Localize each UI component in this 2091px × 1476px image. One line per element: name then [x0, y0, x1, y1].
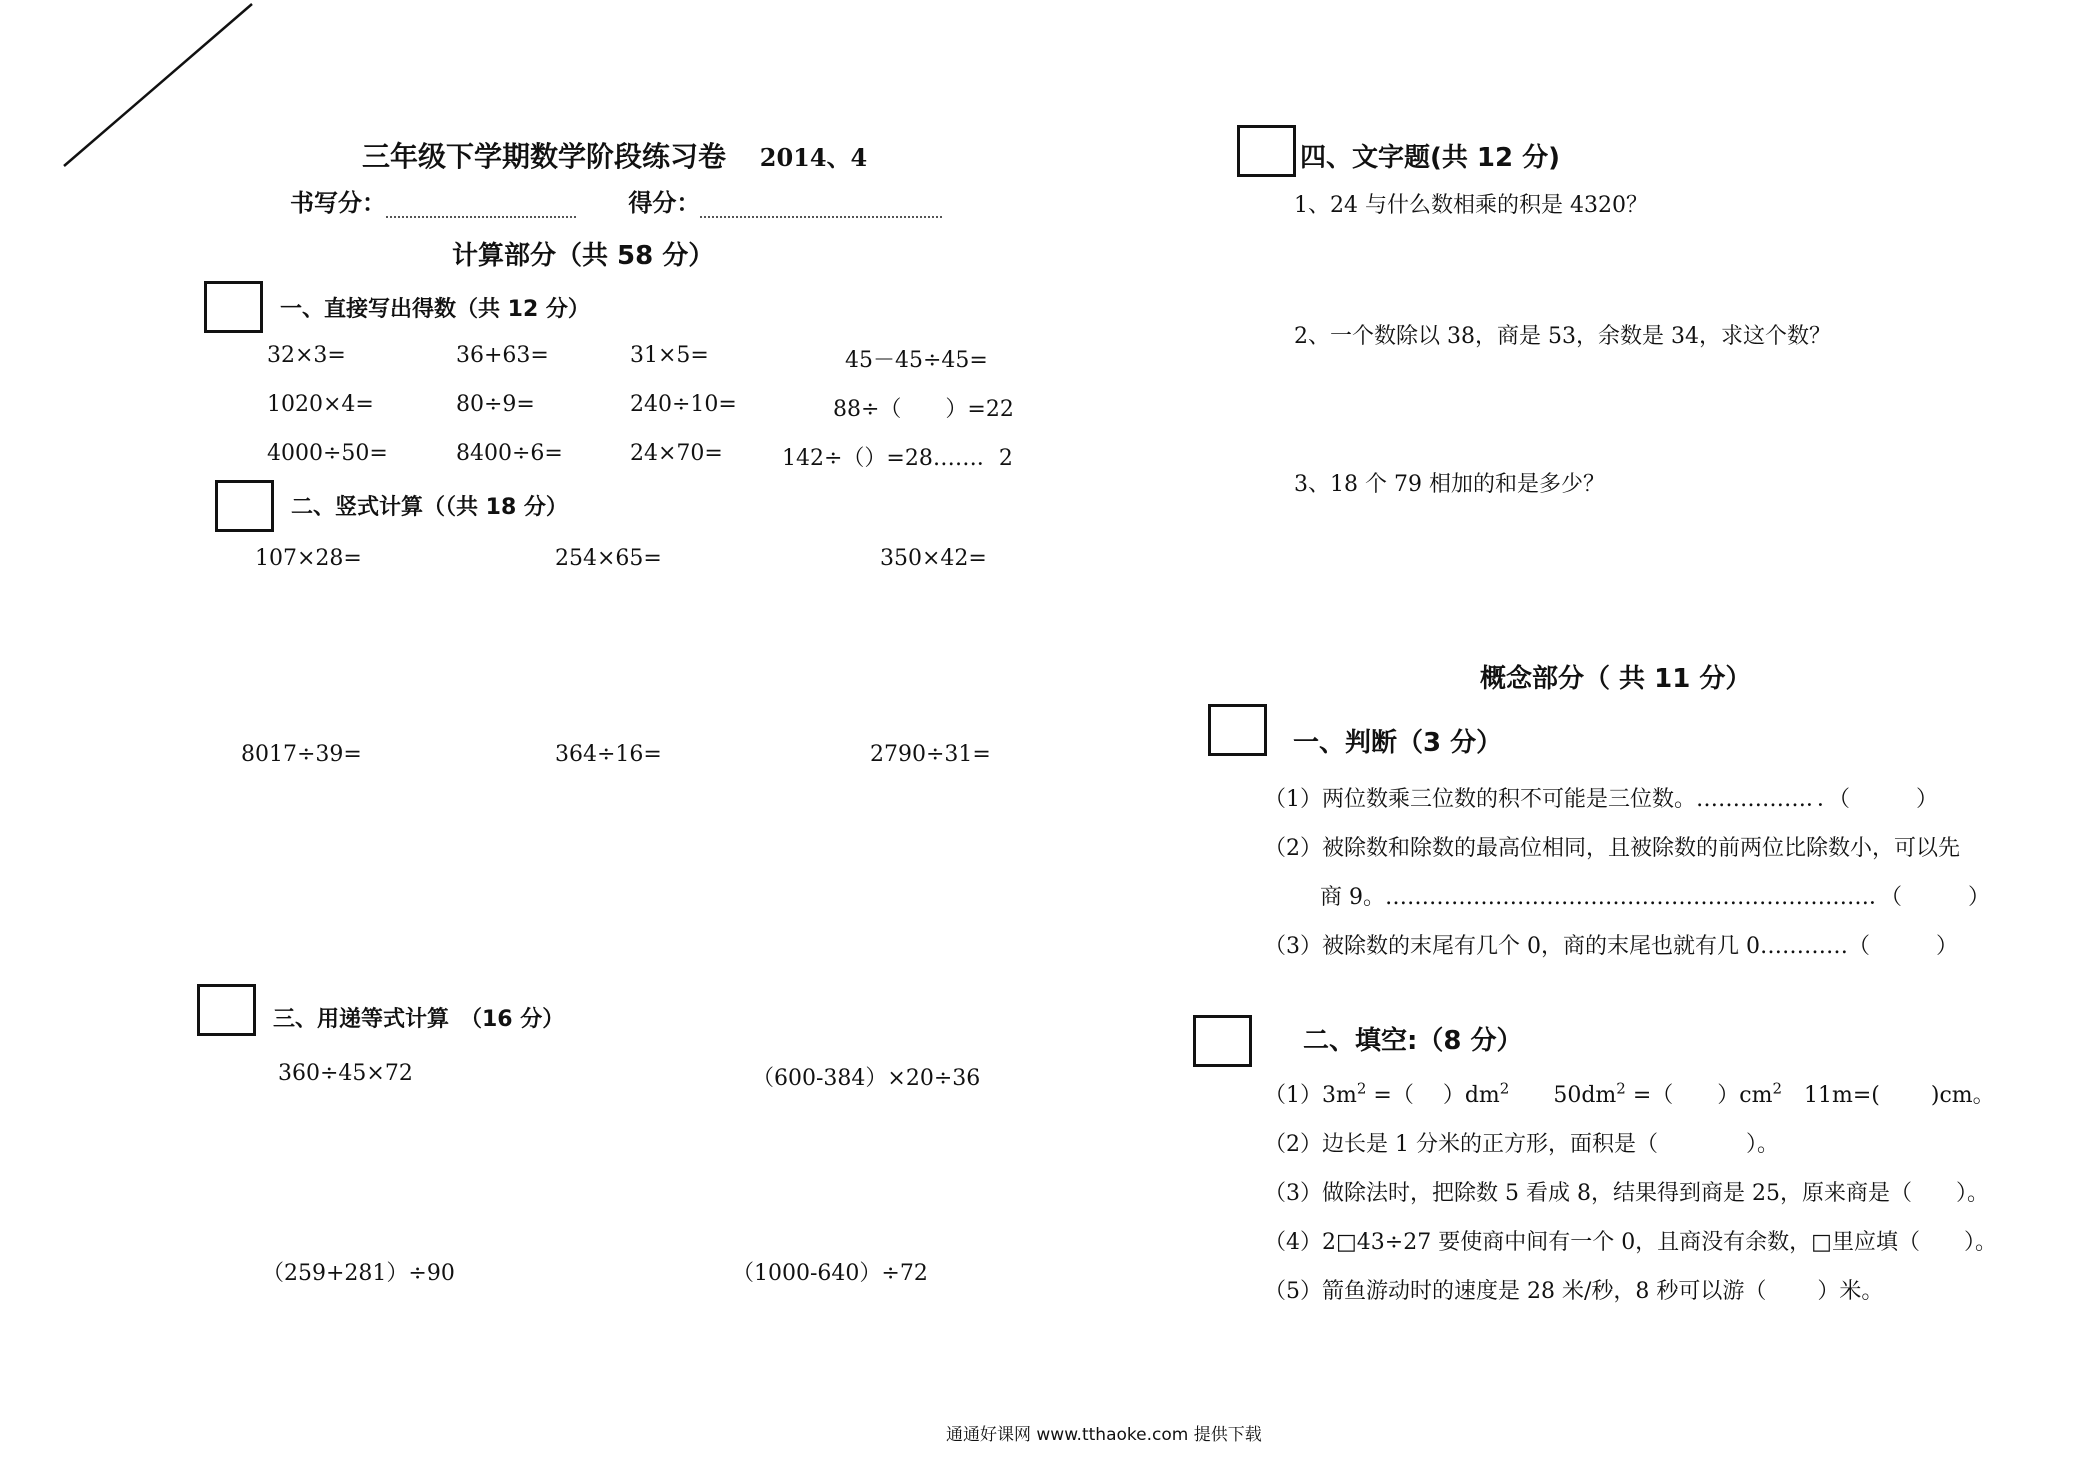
- score-line: [290, 183, 942, 218]
- s2-item: 107×28=: [255, 546, 362, 571]
- s2-item: 364÷16=: [555, 742, 662, 767]
- fill-item-1: $(1)3m^2$ =（ ）$dm^2$ $50dm^2$ =（ ）$cm^2$ 11m=( )cm。: [1264, 1079, 1995, 1108]
- s1-item: 31×5=: [630, 343, 709, 368]
- judge-item-continued: 商 9。…………………………………………………………．（ ）: [1320, 885, 1990, 910]
- s2-item: 8017÷39=: [241, 742, 362, 767]
- s1-item: 4000÷50=: [267, 441, 388, 466]
- score-blank[interactable]: [700, 190, 942, 218]
- s2-item: 254×65=: [555, 546, 662, 571]
- score-box-fill[interactable]: [1193, 1015, 1252, 1067]
- fill-item: （5）箭鱼游动时的速度是 28 米/秒，8 秒可以游（ ）米。: [1264, 1279, 1884, 1304]
- s2-item: 350×42=: [880, 546, 987, 571]
- word-question: 3、18 个 79 相加的和是多少？: [1294, 472, 1605, 497]
- word-question: 1、24 与什么数相乘的积是 4320？: [1294, 193, 1648, 218]
- s1-item: 8400÷6=: [456, 441, 563, 466]
- judge-item: （1）两位数乘三位数的积不可能是三位数。……………．．（ ）: [1264, 787, 1938, 812]
- s3-item: 360÷45×72: [278, 1061, 413, 1086]
- s1-item: 36+63=: [456, 343, 549, 368]
- s1-heading: 一、直接写出得数（共 12 分）: [280, 297, 590, 322]
- fill-item: （4）2□43÷27 要使商中间有一个 0，且商没有余数，□里应填（ ）。: [1264, 1230, 1997, 1255]
- fill-heading: 二、填空:（8 分）: [1303, 1026, 1523, 1056]
- s1-item: 24×70=: [630, 441, 723, 466]
- s1-item: 80÷9=: [456, 392, 535, 417]
- score-box-s3[interactable]: [197, 984, 256, 1036]
- s1-item: 45－45÷45=: [845, 348, 988, 373]
- s1-item: 32×3=: [267, 343, 346, 368]
- s1-item: 1020×4=: [267, 392, 374, 417]
- writing-score-label: 书写分：: [290, 189, 386, 217]
- concept-section-heading: 概念部分（ 共 11 分）: [1480, 664, 1752, 694]
- corner-slash-mark: [0, 0, 260, 180]
- score-box-s2[interactable]: [215, 480, 274, 532]
- s3-item: （259+281）÷90: [262, 1261, 455, 1286]
- s3-item: （600-384）×20÷36: [752, 1066, 981, 1091]
- score-box-word[interactable]: [1237, 125, 1296, 177]
- fill-item: （2）边长是 1 分米的正方形，面积是（ ）。: [1264, 1132, 1779, 1157]
- s2-heading: 二、竖式计算（（共 18 分）: [291, 495, 568, 520]
- score-label: 得分：: [628, 189, 701, 217]
- word-heading: 四、文字题(共 12 分): [1300, 143, 1561, 173]
- footer-source: 通通好课网 www.tthaoke.com 提供下载: [946, 1425, 1262, 1445]
- exam-date: 2014、4: [759, 143, 868, 172]
- writing-score-blank[interactable]: [386, 190, 576, 218]
- calc-section-heading: 计算部分（共 58 分）: [452, 241, 715, 271]
- exam-title: 三年级下学期数学阶段练习卷 2014、4: [362, 140, 868, 173]
- score-box-judge[interactable]: [1208, 704, 1267, 756]
- judge-heading: 一、判断（3 分）: [1293, 728, 1503, 758]
- word-question: 2、一个数除以 38，商是 53，余数是 34，求这个数？: [1294, 324, 1831, 349]
- fill-item: （3）做除法时，把除数 5 看成 8，结果得到商是 25，原来商是（ ）。: [1264, 1181, 1989, 1206]
- judge-item: （3）被除数的末尾有几个 0，商的末尾也就有几 0…………（ ）: [1264, 934, 1958, 959]
- s3-item: （1000-640）÷72: [732, 1261, 928, 1286]
- s3-heading: 三、用递等式计算 （16 分）: [273, 1007, 565, 1032]
- s1-item: 88÷（ ）=22: [833, 397, 1014, 422]
- s2-item: 2790÷31=: [870, 742, 991, 767]
- s1-item: 240÷10=: [630, 392, 737, 417]
- judge-item: （2）被除数和除数的最高位相同，且被除数的前两位比除数小，可以先: [1264, 836, 1960, 861]
- score-box-s1[interactable]: [204, 281, 263, 333]
- s1-item: 142÷（）=28……．2: [782, 446, 1013, 471]
